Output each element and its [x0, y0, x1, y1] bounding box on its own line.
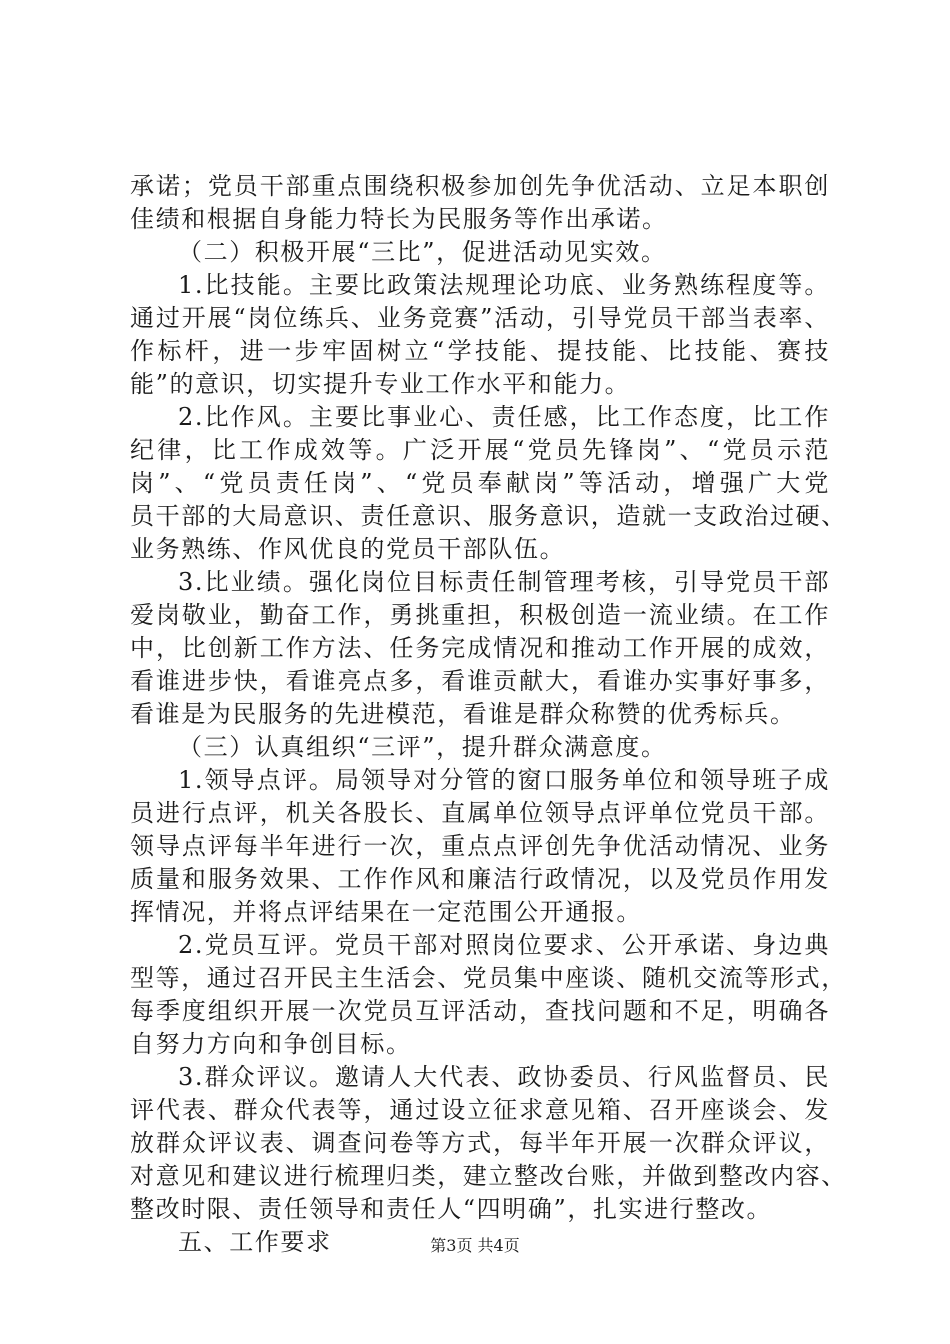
text-line: 能”的意识，切实提升专业工作水平和能力。: [130, 370, 631, 398]
text-line: 中，比创新工作方法、任务完成情况和推动工作开展的成效，: [130, 634, 830, 662]
text-line: 业务熟练、作风优良的党员干部队伍。: [130, 535, 566, 563]
text-line: 作标杆，进一步牢固树立“学技能、提技能、比技能、赛技: [130, 337, 830, 365]
text-line: 自努力方向和争创目标。: [130, 1030, 412, 1058]
text-line: 3.群众评议。邀请人大代表、政协委员、行风监督员、民: [178, 1063, 830, 1091]
section-heading: （二）积极开展“三比”，促进活动见实效。: [178, 238, 667, 266]
text-line: 3.比业绩。强化岗位目标责任制管理考核，引导党员干部: [178, 568, 830, 596]
text-line: 佳绩和根据自身能力特长为民服务等作出承诺。: [130, 205, 668, 233]
text-line: 1.领导点评。局领导对分管的窗口服务单位和领导班子成: [178, 766, 830, 794]
text-line: 整改时限、责任领导和责任人“四明确”，扎实进行整改。: [130, 1195, 773, 1223]
text-line: 岗”、“党员责任岗”、“党员奉献岗”等活动，增强广大党: [130, 469, 830, 497]
text-line: 2.比作风。主要比事业心、责任感，比工作态度，比工作: [178, 403, 830, 431]
text-line: 放群众评议表、调查问卷等方式，每半年开展一次群众评议，: [130, 1129, 830, 1157]
text-line: 对意见和建议进行梳理归类，建立整改台账，并做到整改内容、: [130, 1162, 847, 1190]
page-number-footer: 第3页 共4页: [430, 1236, 520, 1255]
text-line: 型等，通过召开民主生活会、党员集中座谈、随机交流等形式，: [130, 964, 847, 992]
text-line: 质量和服务效果、工作作风和廉洁行政情况，以及党员作用发: [130, 865, 830, 893]
text-line: 承诺；党员干部重点围绕积极参加创先争优活动、立足本职创: [130, 172, 830, 200]
section-heading: 五、工作要求: [178, 1228, 332, 1256]
text-line: 挥情况，并将点评结果在一定范围公开通报。: [130, 898, 642, 926]
text-line: 纪律，比工作成效等。广泛开展“党员先锋岗”、“党员示范: [130, 436, 830, 464]
text-line: 通过开展“岗位练兵、业务竞赛”活动，引导党员干部当表率、: [130, 304, 830, 332]
text-line: 2.党员互评。党员干部对照岗位要求、公开承诺、身边典: [178, 931, 830, 959]
section-heading: （三）认真组织“三评”，提升群众满意度。: [178, 733, 667, 761]
text-line: 爱岗敬业，勤奋工作，勇挑重担，积极创造一流业绩。在工作: [130, 601, 830, 629]
text-line: 评代表、群众代表等，通过设立征求意见箱、召开座谈会、发: [130, 1096, 830, 1124]
text-line: 1.比技能。主要比政策法规理论功底、业务熟练程度等。: [178, 271, 830, 299]
text-line: 员干部的大局意识、责任意识、服务意识，造就一支政治过硬、: [130, 502, 847, 530]
document-body: [130, 170, 847, 1259]
text-line: 看谁是为民服务的先进模范，看谁是群众称赞的优秀标兵。: [130, 700, 796, 728]
text-line: 领导点评每半年进行一次，重点点评创先争优活动情况、业务: [130, 832, 830, 860]
text-line: 员进行点评，机关各股长、直属单位领导点评单位党员干部。: [130, 799, 830, 827]
text-line: 看谁进步快，看谁亮点多，看谁贡献大，看谁办实事好事多，: [130, 667, 830, 695]
text-line: 每季度组织开展一次党员互评活动，查找问题和不足，明确各: [130, 997, 830, 1025]
